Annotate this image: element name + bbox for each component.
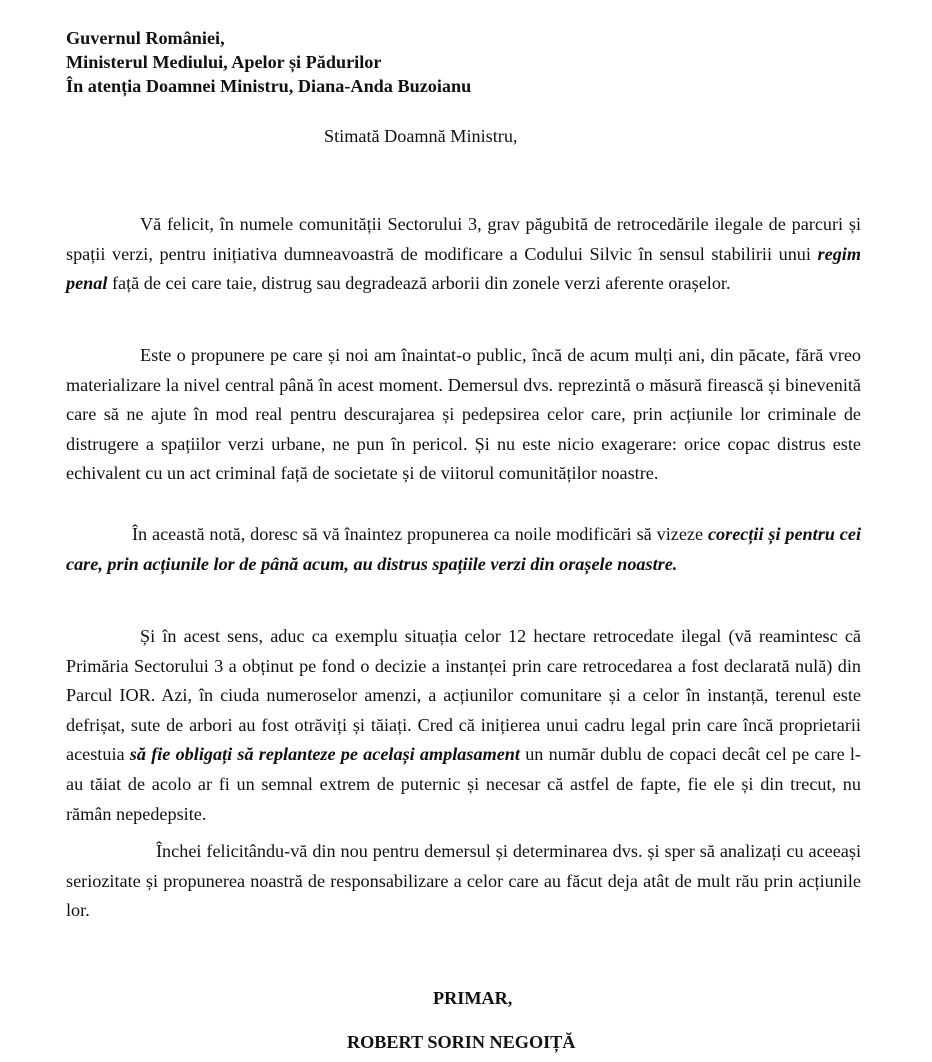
paragraph-4 xyxy=(66,622,861,829)
addressee-ministry: Ministerul Mediului, Apelor și Pădurilor xyxy=(66,52,382,72)
paragraph-4-emphasis: să fie obligați să replanteze pe același amplasament xyxy=(129,744,520,765)
salutation: Stimată Doamnă Ministru, xyxy=(324,126,518,146)
paragraph-2-text: Este o propunere pe care și noi am înaintat-o public, încă de acum mulți ani, din păcate, fără vreo materializare la nivel central până în acest moment. Demersul dvs. reprezintă o măsură firească și binevenită care să ne ajute în mod real pentru descurajarea și pedepsirea celor care, prin acțiunile lor criminale de distrugere a spațiilor verzi urbane, ne pun în pericol. Și nu este nicio exagerare: orice copac distrus este echivalent cu un act criminal față de societate și de viitorul comunităților noastre. xyxy=(66,345,861,484)
paragraph-1-text-a: Vă felicit, în numele comunității Sectorului 3, grav păgubită de retrocedările ilegale de parcuri și spații verzi, pentru inițiativa dumneavoastră de modificare a Codului Silvic în sensul stabilirii unui xyxy=(66,214,861,264)
paragraph-4-text-c: un număr dublu de copaci decât cel pe care l-au tăiat de acolo ar fi un semnal extrem de puternic și necesar că astfel de fapte, fie ele și din trecut, nu rămân nepedepsite. xyxy=(66,744,861,824)
paragraph-3 xyxy=(66,520,861,579)
paragraph-3-emphasis: corecții și pentru cei care, prin acțiunile lor de până acum, au distrus spațiile verzi din orașele noastre. xyxy=(66,524,861,574)
addressee-attention: În atenția Doamnei Ministru, Diana-Anda Buzoianu xyxy=(66,76,472,96)
addressee-government: Guvernul României, xyxy=(66,28,225,48)
paragraph-3-text-a: În această notă, doresc să vă înaintez propunerea ca noile modificări să vizeze xyxy=(132,524,708,544)
signature-name: ROBERT SORIN NEGOIȚĂ xyxy=(347,1032,576,1052)
paragraph-1 xyxy=(66,210,861,299)
paragraph-5-text: Închei felicitându-vă din nou pentru demersul și determinarea dvs. și sper să analizați cu aceeași seriozitate și propunerea noastră de responsabilizare a celor care au făcut deja atât de mult rău prin acțiunile lor. xyxy=(66,841,861,921)
paragraph-1-emphasis: regim penal xyxy=(66,243,861,294)
signature-title: PRIMAR, xyxy=(433,988,513,1008)
paragraph-4-text-a: Și în acest sens, aduc ca exemplu situația celor 12 hectare retrocedate ilegal (vă reamintesc că Primăria Sectorului 3 a obținut pe fond o decizie a instanței prin care retrocedarea a fost declarată nulă) din Parcul IOR. Azi, în ciuda numeroselor amenzi, a acțiunilor comunitare și a celor în instanță, terenul este defrișat, sute de arbori au fost otrăviți și tăiați. Cred că inițierea unui cadru legal prin care încă proprietarii acestuia xyxy=(66,626,861,765)
addressee-block xyxy=(66,26,471,98)
paragraph-5 xyxy=(66,837,861,926)
paragraph-2 xyxy=(66,341,861,489)
paragraph-1-text-c: față de cei care taie, distrug sau degradează arborii din zonele verzi aferente orașelor. xyxy=(107,273,731,294)
